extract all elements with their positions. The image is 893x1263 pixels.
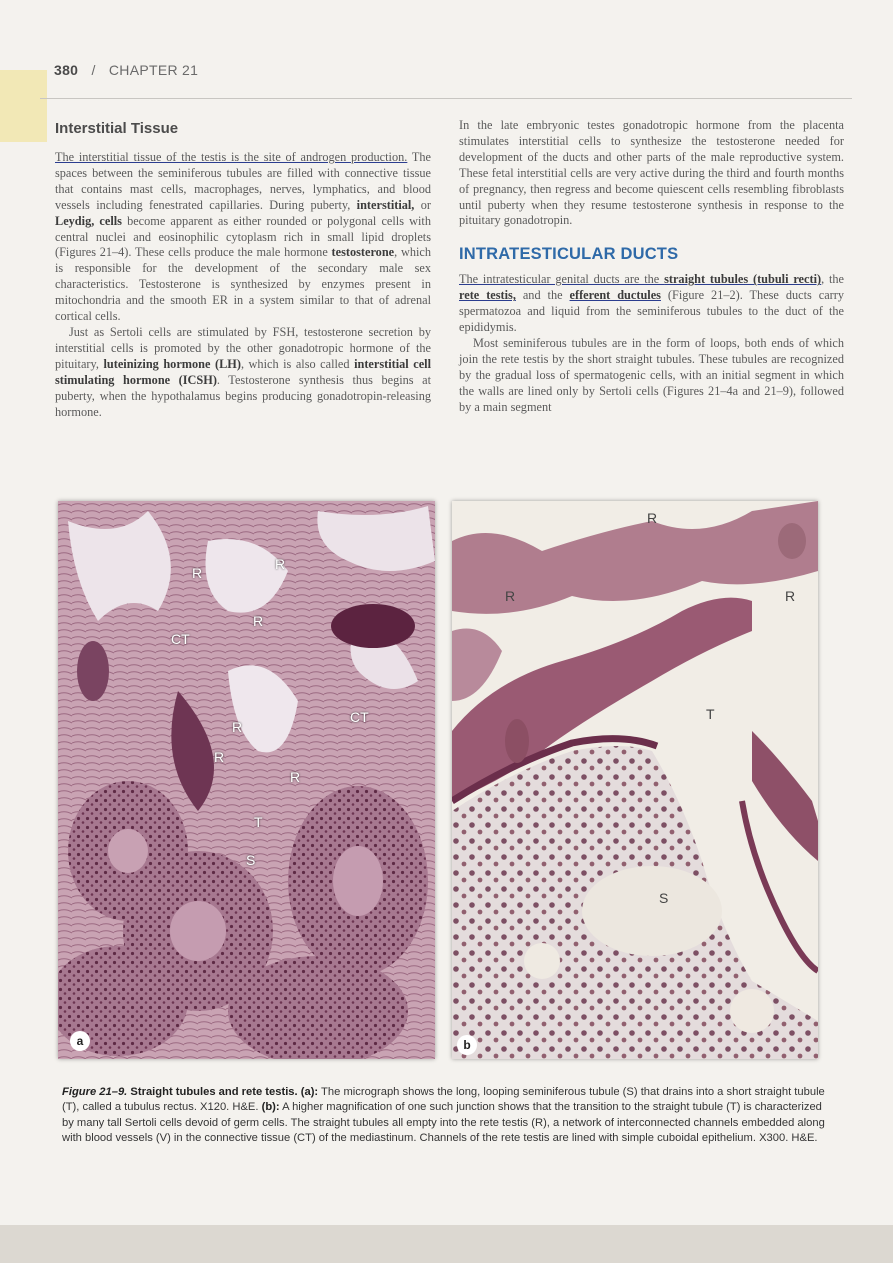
micrograph-b-image [452,501,818,1059]
caption-b-text: A higher magnification of one such junction shows that the transition to the straight tubule (T) is characterized by many tall Sertoli cells devoid of germ cells. The straight tubules all empty into the rete testis (R), a network of interconnected channels embedded along with blood vessels (V) in the connective tissue (CT) of the mediastinum. Channels of the rete testis are lined with simple cuboidal epithelium. X300. H&E. [62,1101,825,1145]
label-s: S [246,852,256,868]
micrograph-a [58,501,435,1059]
micrograph-b [452,501,818,1059]
chapter-label: CHAPTER 21 [108,62,199,78]
text-run: , which is also called [240,356,355,371]
label-ct: CT [350,709,369,725]
text-run: , the [821,272,845,287]
text-run: , which is responsible for the development of the secondary male sex characteristics. Testosterone is synthesized by enzymes present in mitochondria and the smooth ER in a system similar to that of adrenal cortical cells. [55,245,431,324]
panel-b-marker: b [457,1035,477,1055]
caption-b-tag: (b): [261,1101,280,1114]
header-separator: / [91,62,96,78]
text-run: . Testosterone synthesis thus begins at puberty, when the hypothalamus begins producing gonadotropin-releasing hormone. [55,372,431,419]
paragraph [459,272,844,336]
text-run: become apparent as either rounded or polygonal cells with central nuclei and eosinophilic cytoplasm rich in small lipid droplets (Figures 21–4). These cells produce the male hormone [55,213,431,260]
label-ct: CT [171,631,190,647]
label-r: R [232,719,243,735]
text-run: The intratesticular genital ducts are the [459,272,665,287]
section-heading-ducts: INTRATESTICULAR DUCTS [459,245,679,264]
text-run: or [414,197,431,212]
paragraph: In the late embryonic testes gonadotropic hormone from the placenta stimulates interstitial cells to synthesize the testosterone needed for development of the ducts and other parts of the male reproductive system. These fetal interstitial cells are very active during the third and fourth months of pregnancy, then regress and become quiescent cells resembling fibroblasts until puberty when they resume testosterone synthesis in response to the pituitary gonadotropin. [459,118,844,228]
term-leydig: Leydig, cells [55,213,122,228]
label-r: R [275,556,286,572]
caption-a-text: The micrograph shows the long, looping seminiferous tubule (S) that drains into a short straight tubule (T), called a tubulus rectus. X120. H&E. [62,1086,825,1114]
term-lh: luteinizing hormone (LH) [103,356,241,371]
header-rule [40,98,852,99]
text-run: and the [515,288,570,303]
term-icsh: interstitial cell stimulating hormone (ICSH) [55,356,431,387]
figure-caption [62,1085,832,1147]
label-r: R [253,613,264,629]
paragraph: Most seminiferous tubules are in the form of loops, both ends of which join the rete testis by the short straight tubules. These tubules are recognized by the gradual loss of spermatogenic cells, with an initial segment in which the walls are lined only by Sertoli cells (Figures 21–4a and 21–9), followed by a main segment [459,335,844,414]
paragraph [55,150,431,325]
text-run: (Figure 21–2). These ducts carry spermatozoa and liquid from the seminiferous tubules to the duct of the epididymis. [459,288,844,334]
background-surface [0,1225,893,1263]
label-r: R [290,769,301,785]
label-r: R [505,588,516,604]
micrograph-a-image [58,501,435,1059]
caption-a-tag: (a): [300,1086,319,1098]
term-testosterone: testosterone [331,245,395,260]
term-straight-tubules: straight tubules (tubuli recti) [664,272,822,287]
left-column [55,150,431,420]
text-run: The spaces between the seminiferous tubules are filled with connective tissue that contains mast cells, macrophages, nerves, lymphatics, and blood vessels including fenestrated capillaries. During puberty, [55,150,431,212]
right-column [459,118,844,415]
section-heading-interstitial: Interstitial Tissue [55,120,179,137]
caption-title: Straight tubules and rete testis. [127,1086,301,1098]
term-efferent-ductules: efferent ductules [569,288,661,303]
label-r: R [214,749,225,765]
underlined-sentence: The interstitial tissue of the testis is the site of androgen production. [55,150,408,164]
label-r: R [785,588,796,604]
term-interstitial: interstitial, [356,197,415,212]
paragraph [55,325,431,420]
label-t: T [254,814,263,830]
term-rete-testis: rete testis, [459,288,516,303]
page-number: 380 [54,62,79,78]
panel-a-marker: a [70,1031,90,1051]
text-run: Just as Sertoli cells are stimulated by FSH, testosterone secretion by interstitial cells is promoted by the other gonadotropic hormone of the pituitary, [55,324,431,371]
running-header [54,62,198,78]
sticky-note-tab [0,70,47,142]
label-r: R [192,565,203,581]
figure-number: Figure 21–9. [62,1086,128,1098]
label-t: T [706,706,715,722]
label-s: S [659,890,669,906]
label-r: R [647,510,658,526]
